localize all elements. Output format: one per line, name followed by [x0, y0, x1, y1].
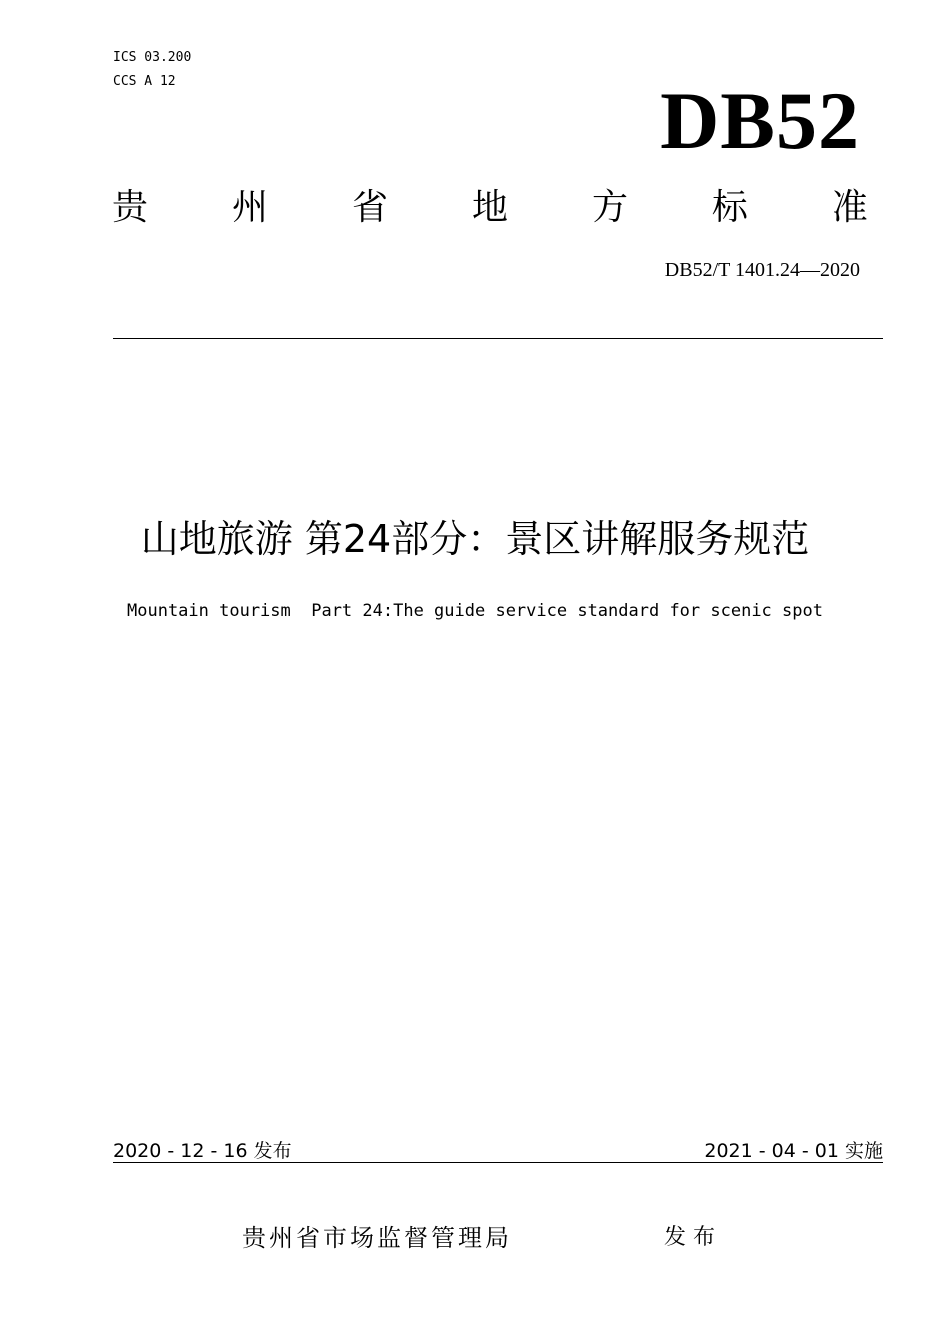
document-title-english: Mountain tourism Part 24:The guide service standard for scenic spot	[127, 601, 823, 621]
standard-type-char: 省	[351, 187, 388, 228]
issue-date: 2020 - 12 - 16 发布	[113, 1140, 292, 1162]
standard-type-char: 州	[231, 187, 268, 228]
standard-type-char: 标	[711, 187, 748, 228]
standard-number: DB52/T 1401.24—2020	[664, 259, 860, 281]
publish-label: 发 布	[664, 1225, 715, 1250]
implementation-date: 2021 - 04 - 01 实施	[704, 1140, 883, 1162]
publisher-name: 贵州省市场监督管理局	[242, 1224, 512, 1252]
header-divider	[113, 338, 883, 339]
document-title-chinese: 山地旅游 第24部分：景区讲解服务规范	[140, 517, 810, 561]
ics-code: ICS 03.200	[113, 50, 192, 65]
footer-divider	[113, 1162, 883, 1163]
standard-type-char: 地	[471, 187, 508, 228]
db-code-logo: DB52	[660, 75, 860, 166]
standard-type-char: 方	[591, 187, 628, 228]
standard-type-char: 准	[831, 187, 868, 228]
standard-type-char: 贵	[112, 187, 149, 228]
standard-type-heading	[112, 184, 868, 232]
ccs-code: CCS A 12	[113, 74, 176, 89]
